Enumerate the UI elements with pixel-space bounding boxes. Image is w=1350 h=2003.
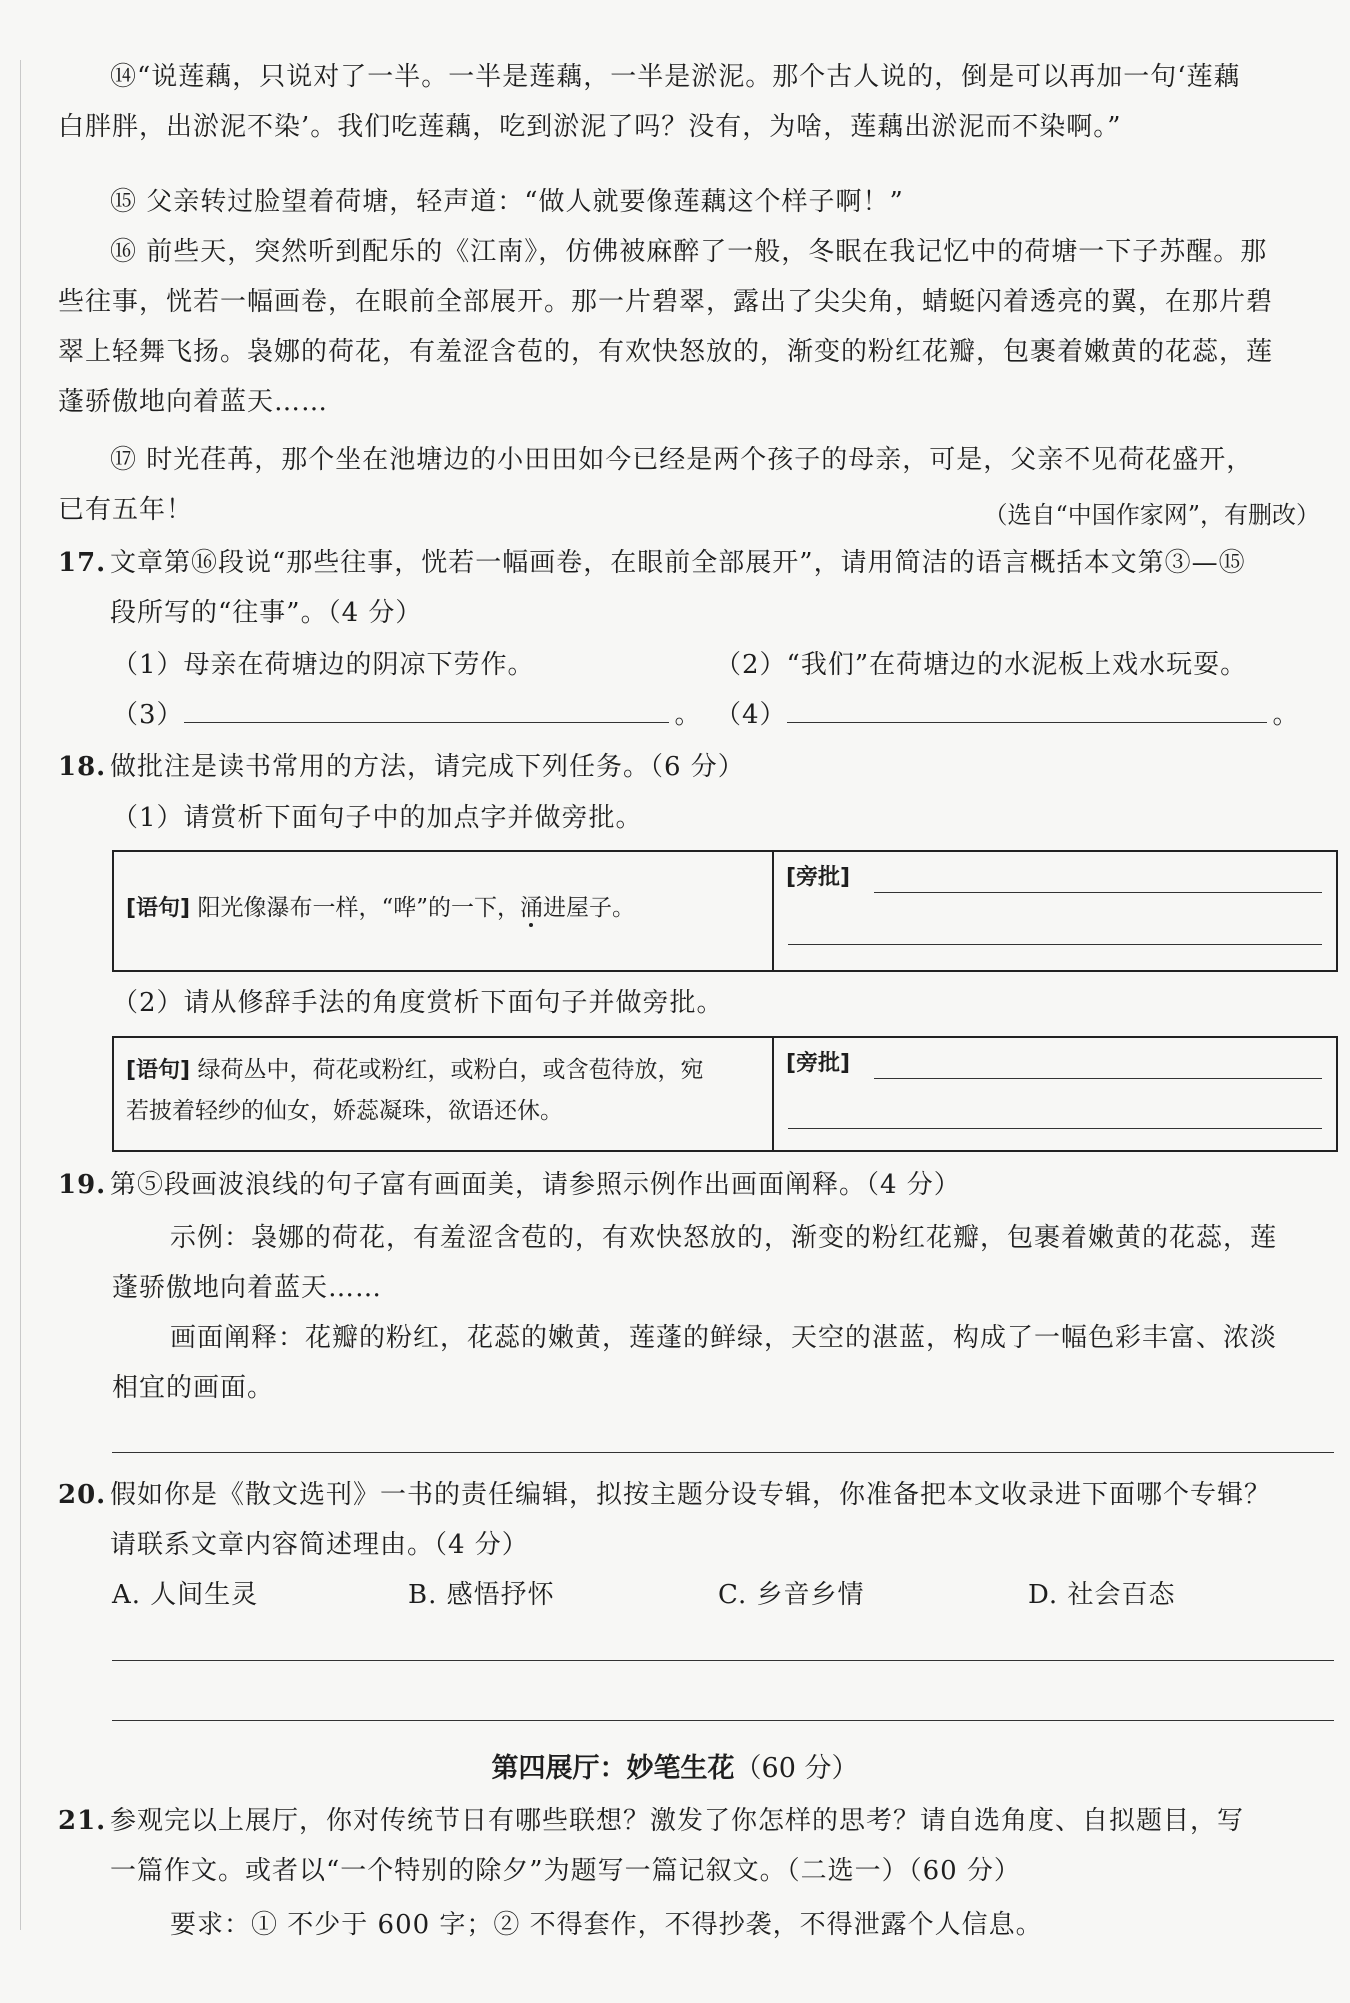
question-line: 一篇作文。或者以“一个特别的除夕”为题写一篇记叙文。（二选一）（60 分） xyxy=(110,1856,1021,1886)
question-21 xyxy=(58,1796,1333,1896)
explanation-line: 相宜的画面。 xyxy=(112,1373,275,1403)
answer-item-1: （1）母亲在荷塘边的阴凉下劳作。 xyxy=(112,650,535,680)
question-number: 20. xyxy=(58,1480,107,1510)
period: 。 xyxy=(674,700,702,730)
question-line: 假如你是《散文选刊》一书的责任编辑，拟按主题分设专辑，你准备把本文收录进下面哪个专辑？ xyxy=(110,1480,1272,1510)
example-block xyxy=(112,1213,1334,1313)
answer-item-3 xyxy=(112,690,702,740)
source-citation: （选自“中国作家网”，有删改） xyxy=(983,501,1320,529)
question-line: 文章第⑯段说“那些往事，恍若一幅画卷，在眼前全部展开”，请用简洁的语言概括本文第③—⑮ xyxy=(110,548,1246,578)
paragraph-line: 些往事，恍若一幅画卷，在眼前全部展开。那一片碧翠，露出了尖尖角，蜻蜓闪着透亮的翼，在那片碧 xyxy=(58,287,1274,317)
sentence-text: 绿荷丛中，荷花或粉红，或粉白，或含苞待放，宛 xyxy=(197,1057,704,1083)
paragraph-line: ⑭“说莲藕，只说对了一半。一半是莲藕，一半是淤泥。那个古人说的，倒是可以再加一句‘莲藕 xyxy=(110,62,1241,92)
paragraph-14 xyxy=(58,52,1333,152)
question-19 xyxy=(58,1160,1333,1210)
annotation-tag: [旁批] xyxy=(786,865,851,890)
answer-item-label: （4） xyxy=(715,700,787,730)
option-c[interactable]: C. 乡音乡情 xyxy=(718,1580,865,1610)
question-line: 第⑤段画波浪线的句子富有画面美，请参照示例作出画面阐释。（4 分） xyxy=(110,1170,961,1200)
question-18 xyxy=(58,742,1333,792)
question-line: 做批注是读书常用的方法，请完成下列任务。（6 分） xyxy=(110,752,745,782)
question-line: 段所写的“往事”。（4 分） xyxy=(110,598,423,628)
requirement-text: 要求：① 不少于 600 字；② 不得套作，不得抄袭，不得泄露个人信息。 xyxy=(170,1910,1043,1940)
option-d[interactable]: D. 社会百态 xyxy=(1028,1580,1176,1610)
answer-item-4 xyxy=(715,690,1300,740)
question-line: 请联系文章内容简述理由。（4 分） xyxy=(110,1530,529,1560)
question-20 xyxy=(58,1470,1333,1570)
option-a[interactable]: A. 人间生灵 xyxy=(112,1580,259,1610)
answer-line[interactable] xyxy=(112,1452,1334,1453)
question-number: 21. xyxy=(58,1806,107,1836)
example-line: 示例：袅娜的荷花，有羞涩含苞的，有欢快怒放的，渐变的粉红花瓣，包裹着嫩黄的花蕊，莲 xyxy=(170,1223,1278,1253)
question-line: 参观完以上展厅，你对传统节日有哪些联想？激发了你怎样的思考？请自选角度、自拟题目，写 xyxy=(110,1806,1245,1836)
sentence-line: 若披着轻纱的仙女，娇蕊凝珠，欲语还休。 xyxy=(126,1098,563,1124)
binding-margin-line xyxy=(20,60,21,1930)
annotation-line[interactable] xyxy=(874,892,1322,893)
question-17 xyxy=(58,538,1333,638)
explanation-line: 画面阐释：花瓣的粉红，花蕊的嫩黄，莲蓬的鲜绿，天空的湛蓝，构成了一幅色彩丰富、浓淡 xyxy=(170,1323,1278,1353)
paragraph-line: 已有五年！ xyxy=(58,495,194,525)
section-title-text: 第四展厅：妙笔生花 xyxy=(491,1753,735,1784)
option-b[interactable]: B. 感悟抒怀 xyxy=(408,1580,555,1610)
dotted-character: 涌 xyxy=(519,895,543,921)
annotation-table-2 xyxy=(112,1036,1338,1152)
period: 。 xyxy=(1272,700,1300,730)
question-number: 19. xyxy=(58,1170,107,1200)
paragraph-line: 翠上轻舞飞扬。袅娜的荷花，有羞涩含苞的，有欢快怒放的，渐变的粉红花瓣，包裹着嫩黄的花蕊，莲 xyxy=(58,337,1274,367)
paragraph-line: ⑰ 时光荏苒，那个坐在池塘边的小田田如今已经是两个孩子的母亲，可是，父亲不见荷花盛开， xyxy=(110,445,1254,475)
sentence-text-after: 进屋子。 xyxy=(542,895,635,921)
question-number: 18. xyxy=(58,752,107,782)
answer-item-label: （3） xyxy=(112,700,184,730)
answer-blank-3[interactable] xyxy=(184,692,669,723)
annotation-table-1 xyxy=(112,850,1338,972)
sentence-cell xyxy=(114,852,774,970)
annotation-line[interactable] xyxy=(788,944,1322,945)
section-title xyxy=(0,1744,1350,1794)
sentence-line xyxy=(126,1050,760,1091)
paragraph-16 xyxy=(58,227,1333,427)
paragraph-line: ⑮ 父亲转过脸望着荷塘，轻声道：“做人就要像莲藕这个样子啊！” xyxy=(110,187,904,217)
sentence-text-before: 阳光像瀑布一样，“哗”的一下， xyxy=(197,895,520,921)
annotation-line[interactable] xyxy=(788,1128,1322,1129)
paragraph-line: 白胖胖，出淤泥不染’。我们吃莲藕，吃到淤泥了吗？没有，为啥，莲藕出淤泥而不染啊。” xyxy=(58,112,1122,142)
sentence-tag: [语句] xyxy=(126,896,191,921)
annotation-tag: [旁批] xyxy=(786,1051,851,1076)
annotation-cell xyxy=(774,852,1336,970)
sentence-tag: [语句] xyxy=(126,1058,191,1083)
sentence-cell xyxy=(114,1038,774,1150)
sub-question-2: （2）请从修辞手法的角度赏析下面句子并做旁批。 xyxy=(112,988,724,1018)
answer-line[interactable] xyxy=(112,1720,1334,1721)
explanation-block xyxy=(112,1313,1334,1413)
paragraph-line: 蓬骄傲地向着蓝天…… xyxy=(58,387,329,417)
annotation-cell xyxy=(774,1038,1336,1150)
question-number: 17. xyxy=(58,548,107,578)
section-score: （60 分） xyxy=(734,1753,859,1784)
paragraph-15 xyxy=(58,177,1333,227)
answer-blank-4[interactable] xyxy=(787,692,1267,723)
answer-line[interactable] xyxy=(112,1660,1334,1661)
annotation-line[interactable] xyxy=(874,1078,1322,1079)
answer-item-2: （2）“我们”在荷塘边的水泥板上戏水玩耍。 xyxy=(715,650,1248,680)
paragraph-line: ⑯ 前些天，突然听到配乐的《江南》，仿佛被麻醉了一般，冬眠在我记忆中的荷塘一下子苏醒。那 xyxy=(110,237,1268,267)
sub-question-1: （1）请赏析下面句子中的加点字并做旁批。 xyxy=(112,803,643,833)
example-line: 蓬骄傲地向着蓝天…… xyxy=(112,1273,383,1303)
